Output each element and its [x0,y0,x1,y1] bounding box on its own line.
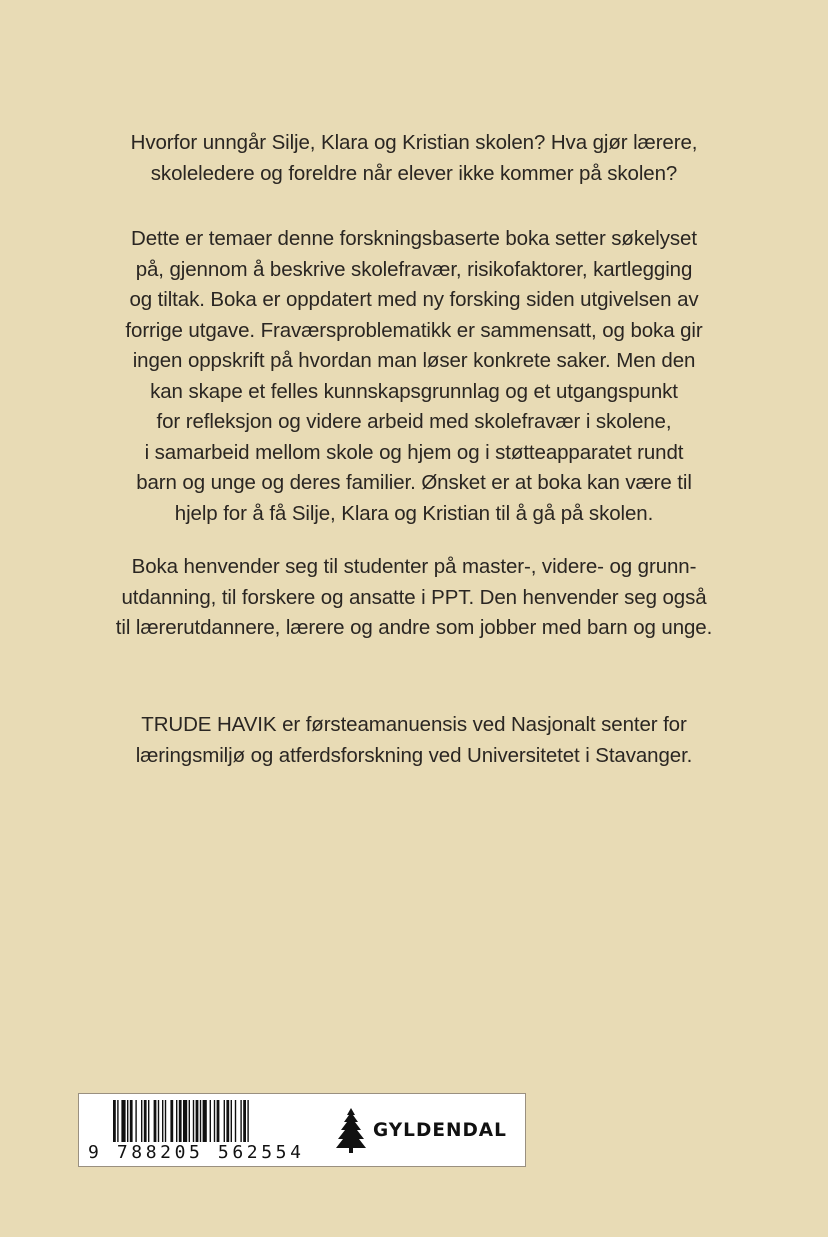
author-bio [0,710,828,771]
text-line: hjelp for å få Silje, Klara og Kristian til å gå på skolen. [174,501,654,525]
text-line: ingen oppskrift på hvordan man løser konkrete saker. Men den [132,349,696,372]
text-line: skoleledere og foreldre når elever ikke kommer på skolen? [150,161,678,185]
isbn-number: 9 788205 562554 [88,1142,305,1163]
barcode-panel [78,1093,526,1167]
text-line: barn og unge og deres familier. Ønsket er at boka kan være til [136,471,692,494]
text-line: forrige utgave. Fraværsproblematikk er sammensatt, og boka gir [125,318,703,342]
text-line: TRUDE HAVIK er førsteamanuensis ved Nasjonalt senter for [141,713,687,736]
text-line: og tiltak. Boka er oppdatert med ny forsking siden utgivelsen av [129,288,699,311]
barcode-icon [79,1094,319,1144]
text-line: læringsmiljø og atferdsforskning ved Universitetet i Stavanger. [135,743,693,767]
publisher-logo [335,1106,507,1154]
text-line: for refleksjon og videre arbeid med skolefravær i skolene, [156,410,672,433]
text-line: Dette er temaer denne forskningsbaserte boka setter søkelyset [131,227,697,250]
text-line: kan skape et felles kunnskapsgrunnlag og et utgangspunkt [150,379,678,403]
fir-tree-icon [335,1106,367,1154]
text-line: på, gjennom å beskrive skolefravær, risikofaktorer, kartlegging [135,257,693,281]
text-line: Boka henvender seg til studenter på master-, videre- og grunn- [131,555,697,578]
text-line: i samarbeid mellom skole og hjem og i støtteapparatet rundt [144,440,684,464]
audience-paragraph [0,552,828,644]
text-line: utdanning, til forskere og ansatte i PPT. Den henvender seg også [121,585,707,609]
intro-paragraph [0,128,828,189]
text-line: Hvorfor unngår Silje, Klara og Kristian skolen? Hva gjør lærere, [130,131,698,154]
publisher-name: GYLDENDAL [373,1119,507,1141]
text-line: til lærerutdannere, lærere og andre som jobber med barn og unge. [115,616,713,639]
description-paragraph [0,224,828,529]
